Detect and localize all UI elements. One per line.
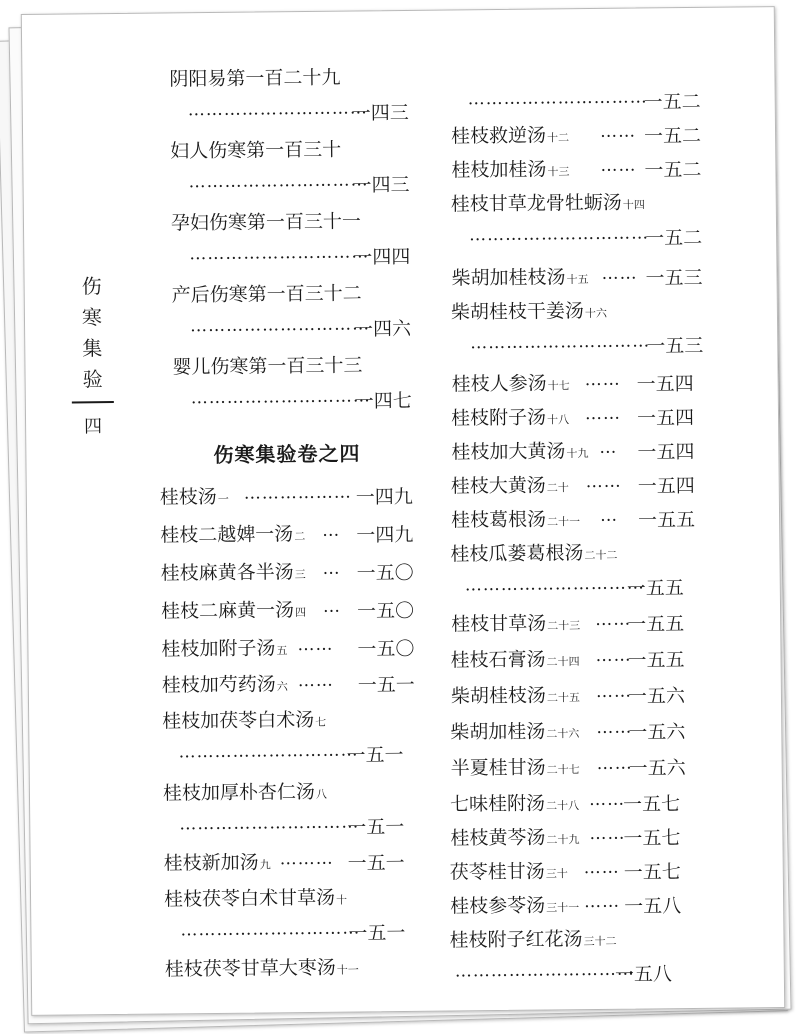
dot-leader: …… — [596, 717, 633, 738]
page-ref: 一五一 — [346, 743, 404, 767]
entry-number: 二十七 — [546, 763, 580, 777]
toc-entry-title — [450, 788, 579, 816]
toc-entry-title — [172, 350, 362, 379]
entry-number: 十二 — [547, 131, 570, 145]
dot-leader: … — [322, 520, 341, 541]
entry-number: 三十一 — [546, 901, 580, 915]
entry-number: 二十三 — [547, 619, 581, 633]
entry-number: 九 — [259, 858, 271, 872]
dot-leader: ………………………… — [469, 223, 650, 246]
entry-title-text: 茯苓桂甘汤 — [449, 860, 545, 884]
entry-title-text: 桂枝附子红花汤 — [449, 928, 583, 952]
entry-title-text: 桂枝二越婢一汤 — [160, 523, 294, 547]
toc-entry-title — [451, 436, 588, 464]
entry-title-text: 桂枝二麻黄一汤 — [160, 599, 295, 623]
dot-leader: ………………………… — [180, 918, 361, 941]
dot-leader: ………………………… — [189, 314, 371, 337]
toc-entry-title — [164, 883, 347, 912]
entry-title-text: 桂枝葛根汤 — [450, 508, 547, 532]
page-ref: 一五六 — [628, 721, 686, 744]
toc-entry-title — [169, 63, 340, 92]
entry-title-text: 桂枝甘草龙骨牡蛎汤 — [450, 191, 622, 216]
page-ref: 一五三 — [645, 266, 703, 290]
entry-number: 十一 — [336, 963, 359, 977]
entry-title-text: 桂枝茯苓甘草大枣汤 — [164, 956, 336, 981]
running-head-char: 寒 — [81, 305, 103, 330]
toc-entry-title — [170, 135, 341, 164]
page-ref: 一五二 — [643, 90, 701, 114]
dot-leader: …… — [595, 609, 632, 630]
toc-entry-title — [449, 924, 616, 953]
entry-title-text: 桂枝加厚朴杏仁汤 — [162, 780, 316, 805]
entry-title-text: 桂枝救逆汤 — [450, 124, 547, 148]
entry-title-text: 产后伤寒第一百三十二 — [171, 282, 362, 307]
entry-title-text: 阴阳易第一百二十九 — [169, 66, 341, 91]
page-number: 四 — [84, 416, 103, 438]
dot-leader: … — [599, 437, 618, 458]
dot-leader: …… — [584, 891, 621, 913]
dot-leader: …… — [599, 121, 637, 142]
dot-leader: …… — [595, 681, 633, 702]
page-ref: 一四三 — [351, 101, 409, 125]
page-ref: 一五六 — [628, 757, 686, 780]
toc-entry-title — [451, 154, 569, 182]
entry-number: 二十四 — [546, 655, 580, 669]
toc-entry-title — [451, 296, 607, 325]
page-ref: 一四七 — [354, 389, 412, 413]
toc-entry-title — [160, 557, 305, 586]
entry-number: 三十二 — [583, 934, 617, 949]
entry-title-text: 桂枝人参汤 — [451, 372, 547, 396]
dot-leader: …… — [297, 670, 334, 692]
toc-entry-title — [450, 538, 617, 567]
entry-title-text: 桂枝黄芩汤 — [450, 826, 546, 850]
entry-title-text: 柴胡加桂枝汤 — [451, 266, 566, 290]
toc-entry-title — [163, 777, 327, 806]
page-ref: 一五二 — [644, 158, 702, 182]
page-ref: 一五三 — [646, 334, 704, 358]
toc-entry-title — [162, 705, 326, 734]
entry-title-text: 孕妇伤寒第一百三十一 — [170, 210, 362, 235]
dot-leader: ………………………… — [467, 87, 648, 110]
entry-number: 二十二 — [584, 548, 618, 563]
toc-entry-title — [452, 368, 570, 396]
dot-leader: …… — [584, 369, 621, 391]
page-ref: 一五〇 — [356, 561, 414, 585]
page-ref: 一四三 — [352, 173, 410, 197]
toc-page — [21, 6, 783, 1014]
entry-title-text: 桂枝加大黄汤 — [451, 440, 566, 464]
running-head-char: 验 — [82, 367, 103, 392]
entry-number: 六 — [276, 680, 288, 694]
entry-number: 七 — [315, 715, 327, 729]
toc-entry-title — [171, 206, 361, 235]
dot-leader: …… — [584, 403, 622, 425]
entry-number: 十八 — [547, 413, 570, 427]
page-ref: 一五〇 — [357, 637, 415, 661]
page-ref: 一五〇 — [356, 599, 415, 623]
page-ref: 一五六 — [627, 685, 686, 708]
page-ref: 一五一 — [348, 921, 406, 945]
toc-entry-title — [451, 470, 569, 498]
dot-leader: … — [322, 596, 342, 617]
toc-entry-title — [451, 262, 588, 290]
dot-leader: …… — [595, 645, 632, 666]
dot-leader: …… — [588, 789, 626, 811]
page-ref: 一五四 — [637, 474, 695, 498]
page-ref: 一五七 — [623, 827, 681, 850]
dot-leader: ………………………… — [189, 242, 370, 265]
entry-number: 一 — [217, 492, 229, 506]
page-ref: 一五四 — [636, 406, 695, 430]
dot-leader: ………………………… — [464, 573, 645, 596]
toc-entry-title — [451, 187, 645, 216]
entry-number: 二十五 — [546, 691, 581, 705]
entry-number: 十六 — [584, 306, 608, 321]
toc-entry-title — [161, 633, 287, 661]
toc-entry-title — [160, 482, 229, 510]
dot-leader: …… — [585, 471, 622, 493]
entry-title-text: 桂枝大黄汤 — [450, 474, 546, 498]
entry-title-text: 桂枝新加汤 — [163, 851, 259, 875]
toc-entry-title — [162, 669, 288, 697]
toc-entry-title — [164, 847, 271, 875]
toc-entry-title — [451, 120, 569, 148]
page-ref: 一五五 — [627, 649, 685, 672]
entry-title-text: 半夏桂甘汤 — [450, 756, 546, 780]
dot-leader: ………………………… — [179, 812, 360, 835]
entry-number: 二十六 — [546, 727, 580, 741]
entry-title-text: 桂枝石膏汤 — [450, 648, 546, 672]
page-ref: 一四六 — [353, 317, 412, 341]
toc-entry-title — [160, 519, 305, 548]
running-head-rule — [72, 401, 114, 403]
page-ref: 一四九 — [355, 485, 413, 509]
page-ref: 一五四 — [637, 440, 695, 464]
dot-leader: ………………………… — [178, 740, 359, 763]
running-head-char: 集 — [82, 336, 103, 361]
dot-leader: …… — [596, 753, 633, 774]
entry-title-text: 桂枝汤 — [159, 485, 217, 509]
toc-entry-title — [165, 952, 359, 981]
entry-number: 五 — [276, 644, 288, 658]
entry-number: 二十一 — [547, 515, 581, 529]
toc-entry-title — [450, 716, 579, 744]
entry-number: 三 — [294, 568, 306, 582]
entry-title-text: 桂枝参苓汤 — [450, 894, 546, 918]
toc-entry-title — [161, 595, 306, 624]
entry-title-text: 婴儿伤寒第一百三十三 — [172, 354, 363, 379]
entry-title-text: 柴胡桂枝汤 — [450, 684, 547, 708]
toc-entry-title — [450, 890, 579, 918]
running-head-char: 伤 — [81, 274, 102, 299]
page-ref: 一五五 — [638, 508, 696, 532]
entry-number: 二十 — [546, 481, 569, 495]
dot-leader: ………………………… — [187, 98, 368, 121]
entry-number: 二十九 — [546, 833, 580, 847]
dot-leader: ………………………… — [188, 170, 369, 193]
entry-number: 十九 — [566, 447, 589, 461]
entry-number: 十四 — [622, 198, 645, 212]
toc-entry-title — [451, 608, 580, 636]
dot-leader: …… — [601, 263, 638, 284]
toc-entry-title — [450, 822, 579, 850]
page-ref: 一五八 — [614, 963, 673, 986]
page-ref: 一五一 — [347, 851, 405, 875]
toc-entry-title — [451, 752, 580, 780]
toc-entry-title — [451, 504, 580, 532]
entry-number: 十 — [336, 893, 348, 907]
entry-title-text: 柴胡加桂汤 — [450, 720, 546, 744]
dot-leader: … — [322, 558, 341, 579]
page-ref: 一五八 — [624, 895, 682, 918]
page-ref: 一五二 — [645, 226, 703, 250]
page-ref: 一五五 — [627, 613, 685, 636]
page-ref: 一五二 — [643, 124, 702, 148]
toc-entry-title — [451, 402, 569, 430]
entry-number: 十五 — [566, 273, 589, 287]
entry-title-text: 妇人伤寒第一百三十 — [170, 138, 342, 163]
dot-leader: …… — [589, 823, 626, 845]
entry-title-text: 桂枝甘草汤 — [451, 612, 547, 636]
dot-leader: ………………………… — [454, 959, 635, 982]
page-ref: 一五一 — [347, 815, 405, 839]
entry-number: 十七 — [547, 379, 570, 393]
dot-leader: …… — [600, 155, 637, 176]
volume-heading: 伤寒集验卷之四 — [213, 441, 361, 467]
dot-leader: ………………………… — [190, 386, 371, 409]
entry-number: 八 — [315, 787, 328, 801]
page-ref: 一四四 — [353, 245, 411, 269]
dot-leader: …… — [583, 857, 620, 879]
entry-number: 二十八 — [546, 799, 580, 813]
entry-title-text: 桂枝加附子汤 — [161, 637, 276, 661]
entry-number: 四 — [295, 606, 307, 620]
entry-number: 三十 — [545, 867, 568, 881]
page-ref: 一五七 — [622, 793, 681, 816]
dot-leader: ………………………… — [470, 331, 651, 354]
dot-leader: … — [599, 505, 619, 526]
entry-title-text: 桂枝加芍药汤 — [161, 673, 276, 697]
entry-title-text: 桂枝附子汤 — [450, 406, 547, 430]
page-ref: 一五五 — [626, 577, 684, 600]
entry-number: 二 — [294, 530, 306, 544]
entry-title-text: 桂枝瓜蒌葛根汤 — [450, 542, 584, 566]
entry-title-text: 桂枝加桂汤 — [451, 158, 547, 182]
page-ref: 一五四 — [636, 372, 694, 396]
entry-title-text: 七味桂附汤 — [449, 792, 546, 816]
running-head — [75, 271, 109, 442]
toc-entry-title — [172, 278, 362, 307]
entry-number: 十三 — [547, 165, 570, 179]
entry-title-text: 柴胡桂枝干姜汤 — [450, 300, 585, 324]
toc-entry-title — [451, 680, 580, 708]
dot-leader: ……… — [279, 848, 334, 870]
page-ref: 一五七 — [623, 861, 681, 884]
toc-entry-title — [450, 644, 579, 672]
toc-entry-title — [450, 856, 568, 884]
entry-title-text: 桂枝麻黄各半汤 — [160, 561, 294, 585]
entry-title-text: 桂枝茯苓白术甘草汤 — [163, 886, 336, 911]
dot-leader: …… — [297, 634, 334, 656]
page-ref: 一五一 — [357, 673, 415, 697]
page-ref: 一四九 — [356, 523, 414, 547]
dot-leader: ……………… — [243, 482, 352, 504]
entry-title-text: 桂枝加茯苓白术汤 — [162, 708, 315, 733]
